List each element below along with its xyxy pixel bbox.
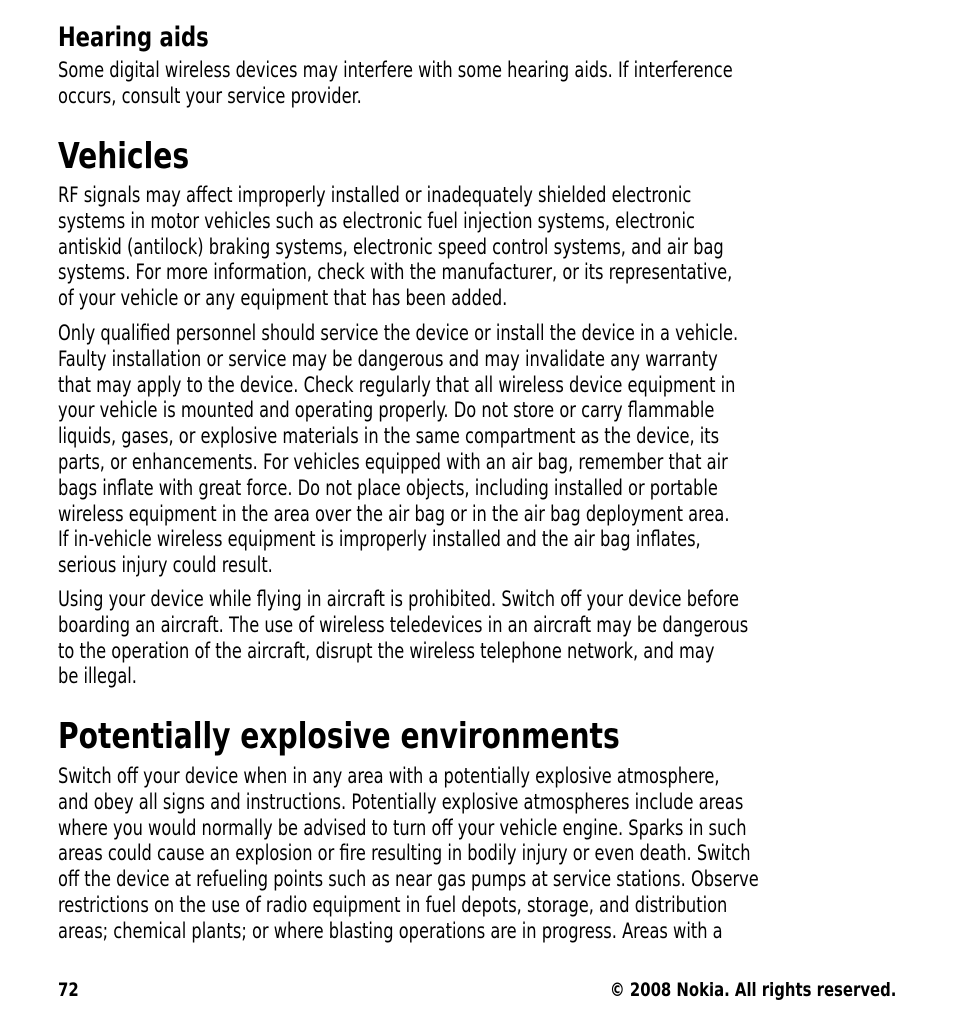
text-line: wireless equipment in the area over the air bag or in the air bag deployment area. [58, 501, 730, 526]
paragraph-vehicles-2 [58, 321, 898, 579]
text-line: RF signals may affect improperly installed or inadequately shielded electronic [58, 183, 692, 207]
text-line: where you would normally be advised to turn off your vehicle engine. Sparks in such [58, 815, 747, 840]
text-line: If in-vehicle wireless equipment is improperly installed and the air bag inflates, [58, 527, 701, 552]
text-line: systems in motor vehicles such as electronic fuel injection systems, electronic [58, 208, 695, 233]
text-line: bags inflate with great force. Do not place objects, including installed or portable [58, 475, 718, 500]
text-line: parts, or enhancements. For vehicles equipped with an air bag, remember that air [58, 449, 728, 474]
text-line: areas; chemical plants; or where blasting operations are in progress. Areas with a [58, 918, 723, 943]
copyright-notice: © 2008 Nokia. All rights reserved. [609, 979, 896, 1001]
text-line: to the operation of the aircraft, disrupt the wireless telephone network, and may [58, 638, 715, 663]
heading-vehicles: Vehicles [58, 136, 190, 177]
text-line: occurs, consult your service provider. [58, 83, 362, 108]
text-line: restrictions on the use of radio equipment in fuel depots, storage, and distribution [58, 892, 728, 917]
heading-hearing-aids: Hearing aids [58, 22, 209, 53]
paragraph-vehicles-1 [58, 183, 898, 312]
text-line: Switch off your device when in any area with a potentially explosive atmosphere, [58, 764, 720, 788]
text-line: serious injury could result. [58, 553, 273, 578]
page-number: 72 [58, 979, 79, 1001]
text-line: liquids, gases, or explosive materials in the same compartment as the device, its [58, 424, 720, 449]
paragraph-explosive-1 [58, 764, 898, 945]
text-line: of your vehicle or any equipment that has been added. [58, 286, 508, 311]
heading-potentially-explosive-environments: Potentially explosive environments [58, 716, 620, 757]
text-line: be illegal. [58, 664, 137, 689]
text-line: systems. For more information, check with the manufacturer, or its representative, [58, 260, 733, 285]
text-line: boarding an aircraft. The use of wireless teledevices in an aircraft may be dangerous [58, 612, 749, 637]
text-line: Only qualified personnel should service the device or install the device in a vehicle. [58, 321, 739, 345]
text-line: areas could cause an explosion or fire resulting in bodily injury or even death. Switch [58, 841, 751, 866]
text-line: Using your device while flying in aircraft is prohibited. Switch off your device before [58, 587, 739, 611]
text-line: and obey all signs and instructions. Potentially explosive atmospheres include areas [58, 789, 744, 814]
text-line: that may apply to the device. Check regularly that all wireless device equipment in [58, 372, 736, 397]
paragraph-hearing-aids [58, 58, 898, 110]
text-line: Faulty installation or service may be dangerous and may invalidate any warranty [58, 346, 718, 371]
paragraph-vehicles-3 [58, 587, 898, 690]
text-line: your vehicle is mounted and operating properly. Do not store or carry flammable [58, 398, 715, 423]
text-line: antiskid (antilock) braking systems, electronic speed control systems, and air bag [58, 234, 724, 259]
text-line: Some digital wireless devices may interfere with some hearing aids. If interference [58, 58, 733, 82]
text-line: off the device at refueling points such as near gas pumps at service stations. Observe [58, 867, 759, 892]
